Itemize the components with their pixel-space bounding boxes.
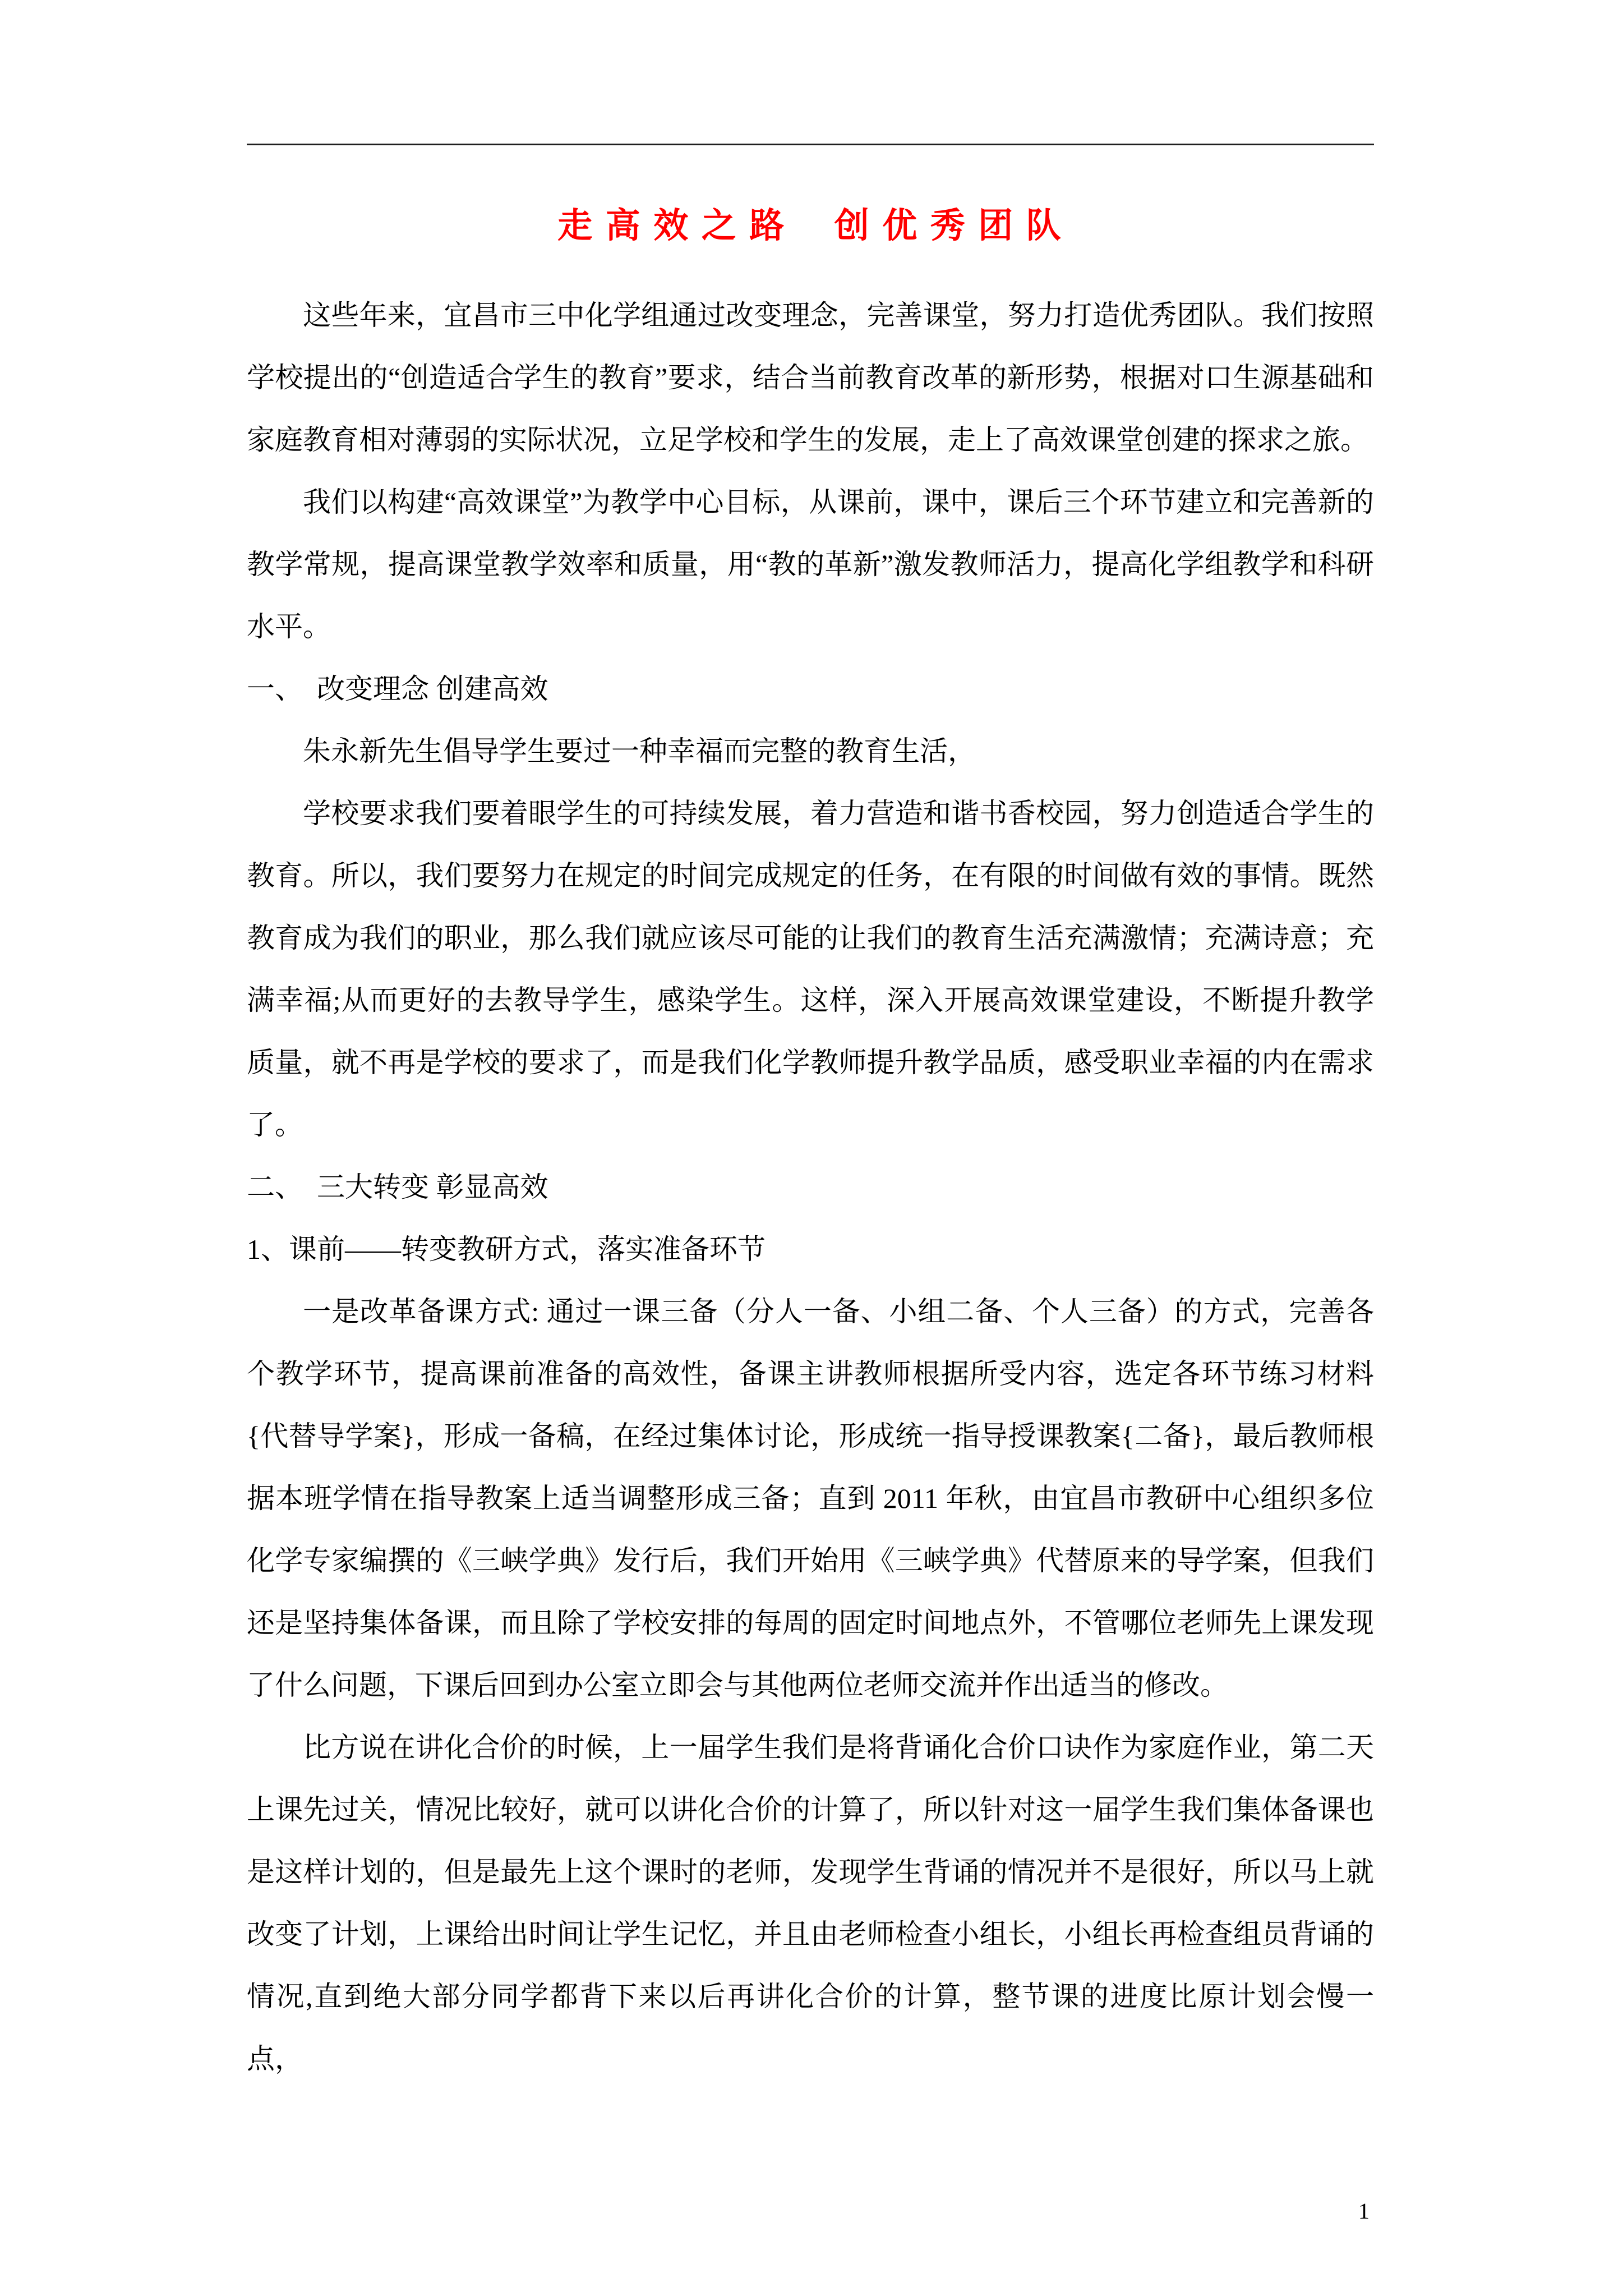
paragraph-intro: 这些年来，宜昌市三中化学组通过改变理念，完善课堂，努力打造优秀团队。我们按照学校提出的“创造适合学生的教育”要求，结合当前教育改革的新形势，根据对口生源基础和家庭教育相对薄弱的实际状况，立足学校和学生的发展，走上了高效课堂创建的探求之旅。	[247, 300, 1374, 455]
section-heading-1: 一、 改变理念 创建高效	[247, 673, 548, 705]
paragraph-school-requirement: 学校要求我们要着眼学生的可持续发展，着力营造和谐书香校园，努力创造适合学生的教育。所以，我们要努力在规定的时间完成规定的任务，在有限的时间做有效的事情。既然教育成为我们的职业，那么我们就应该尽可能的让我们的教育生活充满激情；充满诗意；充满幸福;从而更好的去教导学生，感染学生。这样，深入开展高效课堂建设，不断提升教学质量，就不再是学校的要求了，而是我们化学教师提升教学品质，感受职业幸福的内在需求了。	[247, 798, 1374, 1140]
document-content	[247, 144, 1374, 2090]
header-rule	[247, 144, 1374, 145]
paragraph-lesson-preparation: 一是改革备课方式: 通过一课三备（分人一备、小组二备、个人三备）的方式，完善各个教学环节，提高课前准备的高效性，备课主讲教师根据所受内容，选定各环节练习材料{代替导学案}，形成一备稿，在经过集体讨论，形成统一指导授课教案{二备}，最后教师根据本班学情在指导教案上适当调整形成三备；直到 2011 年秋，由宜昌市教研中心组织多位化学专家编撰的《三峡学典》发行后，我们开始用《三峡学典》代替原来的导学案，但我们还是坚持集体备课，而且除了学校安排的每周的固定时间地点外，不管哪位老师先上课发现了什么问题，下课后回到办公室立即会与其他两位老师交流并作出适当的修改。	[247, 1296, 1374, 1701]
paragraph-zhuyongxin: 朱永新先生倡导学生要过一种幸福而完整的教育生活，	[303, 735, 976, 767]
section-heading-2: 二、 三大转变 彰显高效	[247, 1171, 548, 1203]
subsection-heading-before-class: 1、课前——转变教研方式，落实准备环节	[247, 1234, 766, 1265]
paragraph-valence-example: 比方说在讲化合价的时候，上一届学生我们是将背诵化合价口诀作为家庭作业，第二天上课先过关，情况比较好，就可以讲化合价的计算了，所以针对这一届学生我们集体备课也是这样计划的，但是最先上这个课时的老师，发现学生背诵的情况并不是很好，所以马上就改变了计划，上课给出时间让学生记忆，并且由老师检查小组长，小组长再检查组员背诵的情况,直到绝大部分同学都背下来以后再讲化合价的计算，整节课的进度比原计划会慢一点，	[247, 1732, 1374, 2074]
paragraph-goal: 我们以构建“高效课堂”为教学中心目标，从课前，课中，课后三个环节建立和完善新的教学常规，提高课堂教学效率和质量，用“教的革新”激发教师活力，提高化学组教学和科研水平。	[247, 486, 1374, 642]
page-number: 1	[1358, 2198, 1370, 2224]
document-title: 走 高 效 之 路 创 优 秀 团 队	[557, 207, 1063, 245]
